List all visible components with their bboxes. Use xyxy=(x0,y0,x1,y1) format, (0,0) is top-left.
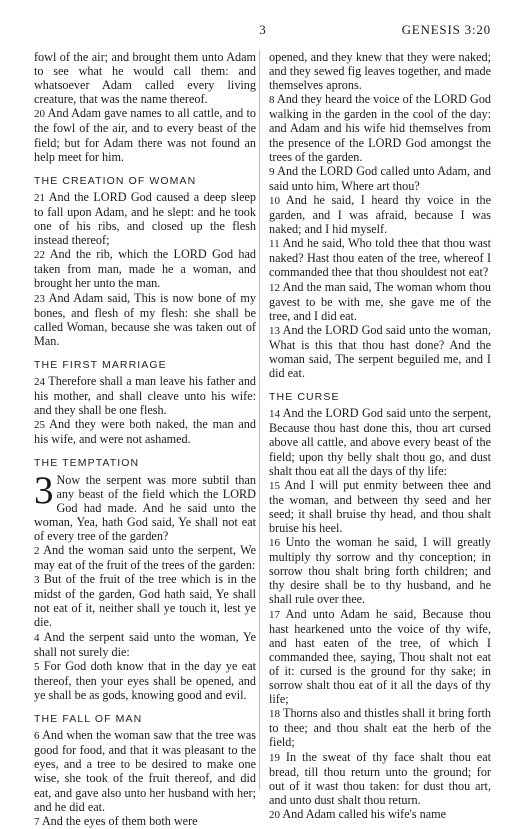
verse-text: But of the fruit of the tree which is in the midst of the garden, God hath said, Ye shall not eat of it, neither shall ye touch it, lest ye die. xyxy=(34,572,256,630)
verse-number: 21 xyxy=(34,191,45,204)
verse-number: 20 xyxy=(269,808,280,821)
verse xyxy=(269,706,491,749)
verse xyxy=(34,247,256,290)
verse-text: And Adam said, This is now bone of my bones, and flesh of my flesh: she shall be called Woman, because she was taken out of Man. xyxy=(34,290,257,348)
verse-text: Thorns also and thistles shall it bring forth to thee; and thou shalt eat the herb of the field; xyxy=(269,706,492,750)
verse xyxy=(269,50,491,92)
verse-text: And Adam gave names to all cattle, and to the fowl of the air, and to every beast of the field; but for Adam there was not found an help meet for him. xyxy=(34,106,256,164)
verse xyxy=(269,406,491,477)
verse-number: 24 xyxy=(34,375,45,388)
verse xyxy=(269,478,491,535)
verse-text: And the LORD God said unto the serpent, Because thou hast done this, thou art cursed above all cattle, and above every beast of the field; upon thy belly shalt thou go, and dust shalt thou eat all the days of thy life: xyxy=(269,406,491,478)
section-heading: THE FALL OF MAN xyxy=(34,713,143,726)
verse-text: And the eyes of them both were xyxy=(41,813,198,828)
verse xyxy=(34,374,256,417)
verse-number: 12 xyxy=(269,281,280,294)
verse-number: 5 xyxy=(34,660,40,673)
verse xyxy=(269,236,491,279)
verse xyxy=(269,92,491,163)
verse-number: 14 xyxy=(269,408,280,421)
verse-text: And the LORD God caused a deep sleep to fall upon Adam, and he slept: and he took one of his ribs, and closed up the flesh instead thereof; xyxy=(34,189,256,248)
verse xyxy=(269,807,491,822)
verse-number: 15 xyxy=(269,479,280,492)
verse-text: And I will put enmity between thee and the woman, and between thy seed and her seed; it shall bruise thy head, and thou shalt bruise his heel. xyxy=(269,477,491,535)
section-heading: THE TEMPTATION xyxy=(34,457,140,470)
verse xyxy=(269,323,491,380)
verse-number: 9 xyxy=(269,165,275,178)
verse-text: And the rib, which the LORD God had taken from man, made he a woman, and brought her unto the man. xyxy=(34,247,257,291)
verse-number: 3 xyxy=(34,574,40,587)
verse xyxy=(34,190,256,247)
verse-text: In the sweat of thy face shalt thou eat bread, till thou return unto the ground; for out of it wast thou taken: for dust thou art, and unto dust shalt thou return. xyxy=(269,749,491,807)
verse-text: And when the woman saw that the tree was good for food, and that it was pleasant to the eyes, and a tree to be desired to make one wise, she took of the fruit thereof, and did eat, and gave also unto her husband with her; and he did eat. xyxy=(34,728,256,814)
section-heading: THE CURSE xyxy=(269,391,340,404)
verse-number: 8 xyxy=(269,94,275,107)
verse-text: And Adam called his wife's name xyxy=(282,806,447,821)
chapter-reference: GENESIS 3:20 xyxy=(401,22,491,37)
section-heading: THE CREATION OF WOMAN xyxy=(34,174,197,187)
chapter-opening xyxy=(34,468,256,543)
verse xyxy=(34,417,256,446)
section-heading: THE FIRST MARRIAGE xyxy=(34,358,167,371)
verse xyxy=(34,50,256,106)
verse xyxy=(34,630,256,659)
verse-text: And the man said, The woman whom thou gavest to be with me, she gave me of the tree, and I did eat. xyxy=(269,279,491,323)
verse xyxy=(269,750,491,807)
verse-number: 23 xyxy=(34,292,45,305)
verse-number: 19 xyxy=(269,751,280,764)
verse-number: 18 xyxy=(269,708,280,721)
verse xyxy=(34,543,256,572)
verse-text: Unto the woman he said, I will greatly multiply thy sorrow and thy conception; in sorrow thou shalt bring forth children; and thy desire shall be to thy husband, and he shall rule over thee. xyxy=(269,535,491,607)
chapter-number: 3 xyxy=(34,468,54,512)
verse-number: 7 xyxy=(34,815,40,828)
column-divider xyxy=(259,50,260,790)
verse-text: For God doth know that in the day ye eat thereof, then your eyes shall be opened, and ye shall be as gods, knowing good and evil. xyxy=(34,658,256,702)
verse-number: 16 xyxy=(269,537,280,550)
right-column xyxy=(269,50,491,822)
verse-number: 10 xyxy=(269,194,280,207)
verse-number: 4 xyxy=(34,631,40,644)
verse xyxy=(269,193,491,236)
verse-text: Now the serpent was more subtil than any beast of the field which the LORD God had made. And he said unto the woman, Yea, hath God said, Ye shall not eat of every tree of the garden? xyxy=(34,472,256,543)
verse-number: 20 xyxy=(34,108,45,121)
left-column xyxy=(34,50,256,829)
verse-text: opened, and they knew that they were naked; and they sewed fig leaves together, and made themselves aprons. xyxy=(269,50,491,93)
verse-text: And the serpent said unto the woman, Ye shall not surely die: xyxy=(34,629,256,659)
verse xyxy=(269,164,491,193)
verse-text: And the LORD God called unto Adam, and said unto him, Where art thou? xyxy=(269,163,491,193)
verse-number: 25 xyxy=(34,419,45,432)
verse xyxy=(34,572,256,629)
verse-number: 6 xyxy=(34,730,40,743)
verse-text: And they heard the voice of the LORD God walking in the garden in the cool of the day: and Adam and his wife hid themselves from the presence of the LORD God amongst the trees of the garden. xyxy=(269,92,492,164)
verse-number: 2 xyxy=(34,545,40,557)
verse xyxy=(269,535,491,606)
verse xyxy=(34,291,256,348)
verse-text: And the LORD God said unto the woman, What is this that thou hast done? And the woman said, The serpent beguiled me, and I did eat. xyxy=(269,322,491,381)
verse xyxy=(34,814,256,829)
verse-number: 11 xyxy=(269,238,280,251)
verse-text: And he said, Who told thee that thou wast naked? Hast thou eaten of the tree, whereof I commanded thee that thou shouldest not eat? xyxy=(269,236,491,280)
verse-number: 22 xyxy=(34,249,45,262)
verse-text: fowl of the air; and brought them unto Adam to see what he would call them: and whatsoever Adam called every living creature, that was the name thereof. xyxy=(34,50,256,107)
verse xyxy=(34,659,256,702)
page-number: 3 xyxy=(259,22,266,37)
verse-text: And he said, I heard thy voice in the garden, and I was afraid, because I was naked; and I hid myself. xyxy=(269,192,491,237)
verse-text: And they were both naked, the man and his wife, and were not ashamed. xyxy=(34,417,256,447)
running-header xyxy=(34,22,491,40)
verse-text: And the woman said unto the serpent, We may eat of the fruit of the trees of the garden: xyxy=(34,543,257,573)
verse-number: 17 xyxy=(269,608,280,621)
verse-text: Therefore shall a man leave his father and his mother, and shall cleave unto his wife: and they shall be one flesh. xyxy=(34,373,257,418)
verse-text: And unto Adam he said, Because thou hast hearkened unto the voice of thy wife, and hast eaten of the tree, of which I commanded thee, saying, Thou shalt not eat of it: cursed is the ground for thy sake; in sorrow shalt thou eat of it all the days of thy life; xyxy=(269,606,491,707)
verse xyxy=(269,607,491,707)
verse xyxy=(269,280,491,323)
verse xyxy=(34,106,256,163)
verse-number: 13 xyxy=(269,324,280,337)
verse xyxy=(34,728,256,814)
